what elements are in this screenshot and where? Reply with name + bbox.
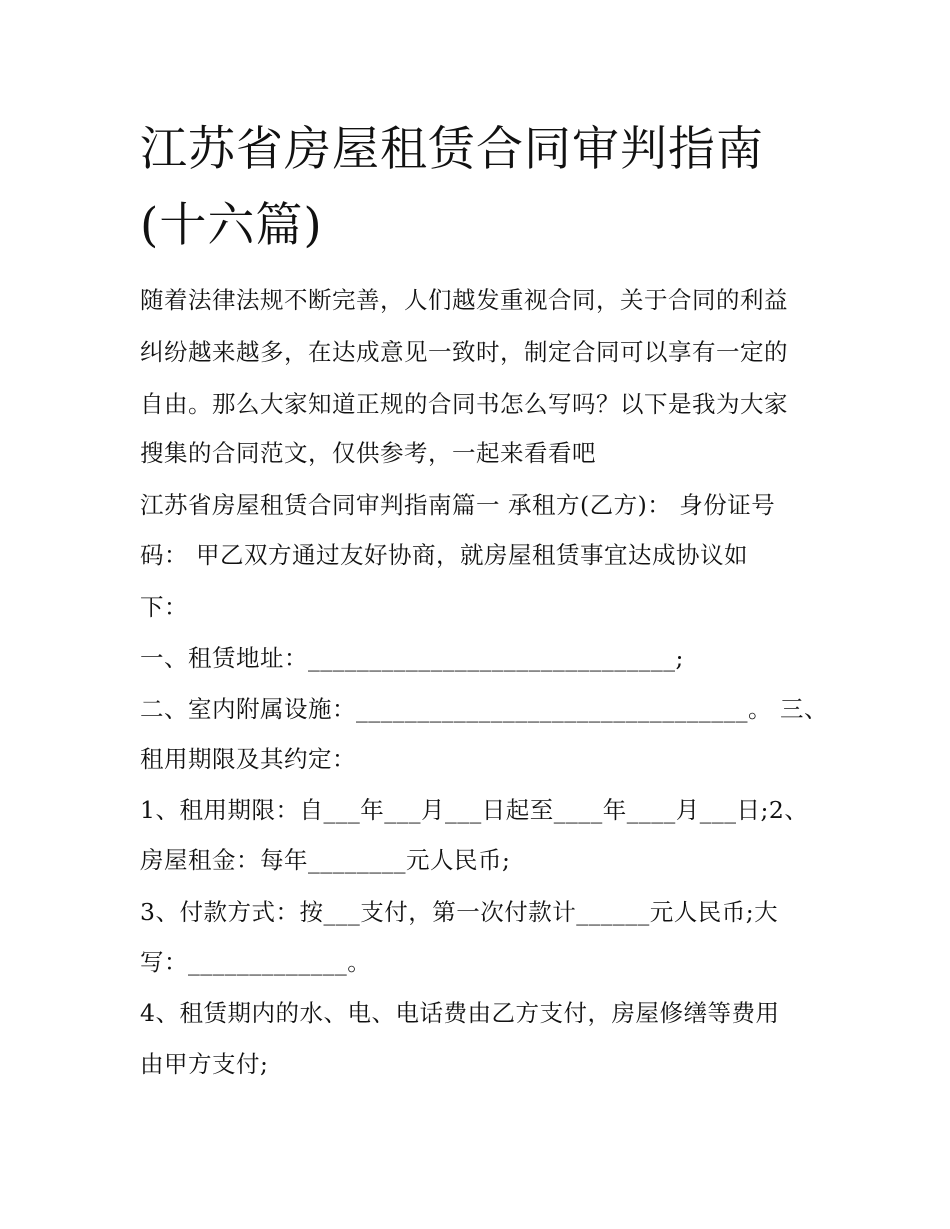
section-one-line-2: 码： 甲乙双方通过友好协商，就房屋租赁事宜达成协议如 [140, 541, 748, 569]
clause-rent: 房屋租金：每年________元人民币; [140, 846, 511, 874]
clause-lease-term-heading: 租用期限及其约定： [140, 745, 356, 773]
clause-rental-address: 一、租赁地址：______________________________; [140, 644, 684, 672]
title-line-1: 江苏省房屋租赁合同审判指南 [140, 122, 764, 177]
intro-line-4: 搜集的合同范文，仅供参考，一起来看看吧 [140, 439, 596, 467]
document-title [140, 112, 820, 264]
section-one-line-3: 下： [140, 593, 188, 621]
clause-utilities-line-1: 4、租赁期内的水、电、电话费由乙方支付，房屋修缮等费用 [140, 999, 780, 1027]
section-one-line-1: 江苏省房屋租赁合同审判指南篇一 承租方(乙方)： 身份证号 [140, 491, 776, 519]
clause-payment-capital: 写：_____________。 [140, 948, 372, 976]
clause-facilities: 二、室内附属设施：________________________________。 三、 [140, 695, 828, 723]
intro-line-1: 随着法律法规不断完善，人们越发重视合同，关于合同的利益 [140, 286, 788, 314]
clause-utilities-line-2: 由甲方支付; [140, 1050, 269, 1078]
clause-lease-period: 1、租用期限：自___年___月___日起至____年____月___日;2、 [140, 796, 809, 824]
title-line-2: (十六篇) [140, 198, 323, 253]
intro-line-2: 纠纷越来越多，在达成意见一致时，制定合同可以享有一定的 [140, 338, 788, 366]
clause-payment: 3、付款方式：按___支付，第一次付款计______元人民币;大 [140, 898, 779, 926]
intro-line-3: 自由。那么大家知道正规的合同书怎么写吗？以下是我为大家 [140, 390, 788, 418]
